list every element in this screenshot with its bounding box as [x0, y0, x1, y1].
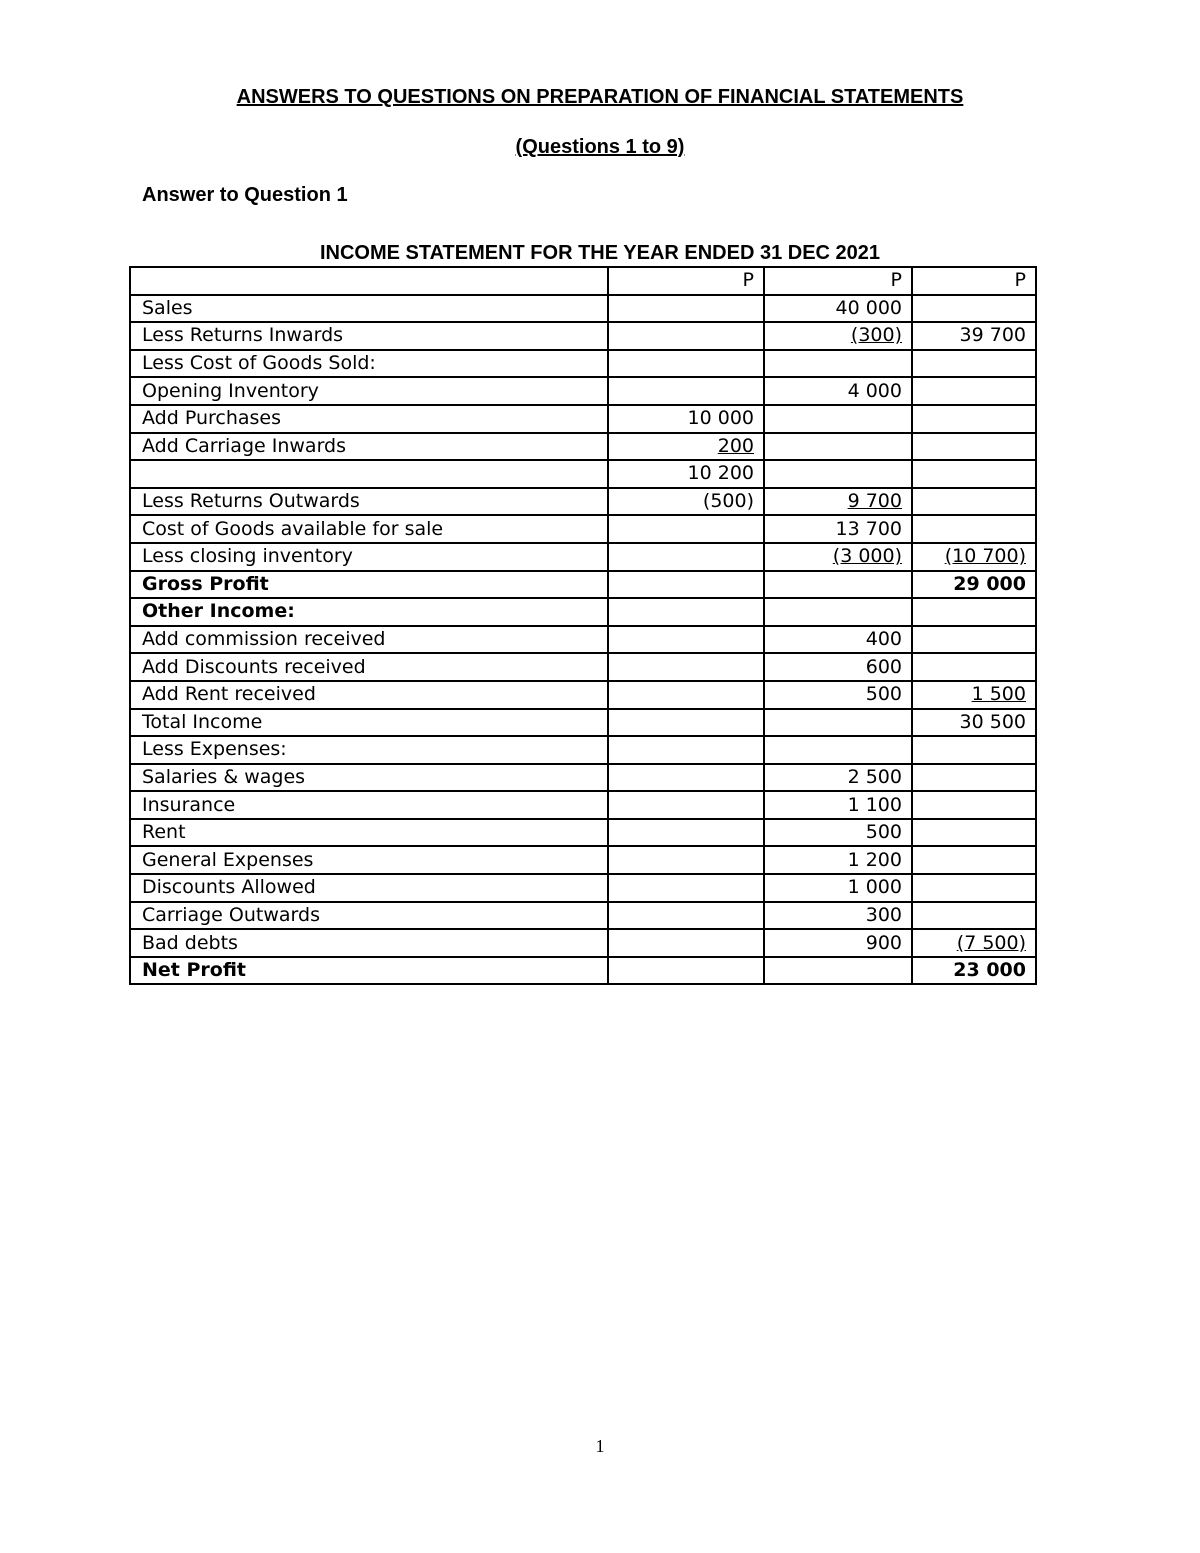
statement-row	[130, 681, 1036, 709]
statement-row	[130, 543, 1036, 571]
row-label	[130, 267, 608, 295]
amount-cell-col3	[912, 488, 1036, 516]
amount-value: 500	[865, 683, 902, 706]
row-label: Less Expenses:	[130, 736, 608, 764]
row-label: Add Carriage Inwards	[130, 433, 608, 461]
statement-row	[130, 819, 1036, 847]
amount-cell-col3	[912, 460, 1036, 488]
amount-cell-col1	[608, 736, 764, 764]
statement-row	[130, 267, 1036, 295]
amount-cell-col1	[608, 488, 764, 516]
amount-cell-col2	[764, 791, 912, 819]
page-number: 1	[595, 1436, 605, 1456]
amount-value: 2 500	[847, 765, 902, 788]
amount-cell-col1	[608, 626, 764, 654]
amount-cell-col2	[764, 626, 912, 654]
amount-value: P	[1014, 269, 1026, 292]
amount-value: 29 000	[953, 572, 1026, 595]
amount-cell-col3	[912, 322, 1036, 350]
amount-cell-col2	[764, 736, 912, 764]
statement-row	[130, 433, 1036, 461]
row-label: Other Income:	[130, 598, 608, 626]
amount-cell-col1	[608, 598, 764, 626]
amount-value: 500	[865, 821, 902, 844]
amount-value: 1 100	[847, 793, 902, 816]
row-label: Carriage Outwards	[130, 902, 608, 930]
amount-cell-col1	[608, 929, 764, 957]
amount-cell-col3	[912, 598, 1036, 626]
row-label: Add Rent received	[130, 681, 608, 709]
amount-cell-col2	[764, 322, 912, 350]
amount-value: 900	[865, 931, 902, 954]
amount-cell-col1	[608, 350, 764, 378]
statement-row	[130, 350, 1036, 378]
statement-row	[130, 322, 1036, 350]
amount-cell-col3	[912, 957, 1036, 985]
amount-value: 39 700	[959, 324, 1026, 347]
answer-heading: Answer to Question 1	[142, 184, 348, 206]
row-label: General Expenses	[130, 846, 608, 874]
amount-cell-col3	[912, 709, 1036, 737]
amount-cell-col2	[764, 350, 912, 378]
amount-cell-col2	[764, 405, 912, 433]
amount-value: 9 700	[847, 490, 902, 513]
amount-cell-col1	[608, 681, 764, 709]
amount-cell-col1	[608, 543, 764, 571]
row-label: Less Cost of Goods Sold:	[130, 350, 608, 378]
amount-cell-col1	[608, 433, 764, 461]
amount-value: 300	[865, 903, 902, 926]
statement-row	[130, 295, 1036, 323]
amount-value: P	[890, 269, 902, 292]
amount-value: 30 500	[959, 710, 1026, 733]
amount-cell-col3	[912, 736, 1036, 764]
amount-value: 200	[717, 434, 754, 457]
amount-value: 1 000	[847, 876, 902, 899]
amount-cell-col2	[764, 598, 912, 626]
amount-cell-col3	[912, 653, 1036, 681]
statement-row	[130, 626, 1036, 654]
amount-value: 1 500	[971, 683, 1026, 706]
amount-cell-col2	[764, 377, 912, 405]
statement-body	[130, 267, 1036, 984]
amount-cell-col1	[608, 874, 764, 902]
amount-value: 13 700	[835, 517, 902, 540]
amount-value: (7 500)	[956, 931, 1026, 954]
amount-cell-col3	[912, 681, 1036, 709]
row-label: Add Purchases	[130, 405, 608, 433]
amount-cell-col2	[764, 819, 912, 847]
amount-value: 40 000	[835, 296, 902, 319]
amount-cell-col3	[912, 874, 1036, 902]
row-label: Less Returns Inwards	[130, 322, 608, 350]
amount-cell-col3	[912, 377, 1036, 405]
row-label: Less closing inventory	[130, 543, 608, 571]
amount-cell-col2	[764, 957, 912, 985]
statement-row	[130, 764, 1036, 792]
statement-row	[130, 929, 1036, 957]
amount-cell-col2	[764, 571, 912, 599]
statement-title: INCOME STATEMENT FOR THE YEAR ENDED 31 DEC 2021	[319, 242, 881, 264]
amount-cell-col1	[608, 819, 764, 847]
amount-cell-col1	[608, 267, 764, 295]
amount-cell-col2	[764, 653, 912, 681]
amount-cell-col2	[764, 929, 912, 957]
statement-row	[130, 377, 1036, 405]
amount-cell-col2	[764, 460, 912, 488]
amount-cell-col3	[912, 433, 1036, 461]
amount-value: (10 700)	[944, 545, 1026, 568]
amount-cell-col2	[764, 874, 912, 902]
amount-value: 10 200	[687, 462, 754, 485]
amount-value: 4 000	[847, 379, 902, 402]
amount-cell-col1	[608, 515, 764, 543]
amount-cell-col2	[764, 709, 912, 737]
amount-cell-col3	[912, 791, 1036, 819]
amount-cell-col3	[912, 626, 1036, 654]
amount-cell-col1	[608, 791, 764, 819]
row-label: Total Income	[130, 709, 608, 737]
statement-row	[130, 460, 1036, 488]
statement-row	[130, 791, 1036, 819]
row-label: Salaries & wages	[130, 764, 608, 792]
amount-cell-col1	[608, 653, 764, 681]
amount-value: P	[742, 269, 754, 292]
amount-value: 600	[865, 655, 902, 678]
amount-cell-col2	[764, 515, 912, 543]
amount-value: 400	[865, 628, 902, 651]
amount-cell-col2	[764, 681, 912, 709]
row-label: Opening Inventory	[130, 377, 608, 405]
amount-cell-col3	[912, 902, 1036, 930]
statement-row	[130, 846, 1036, 874]
amount-cell-col2	[764, 543, 912, 571]
amount-cell-col1	[608, 846, 764, 874]
row-label: Rent	[130, 819, 608, 847]
document-title: ANSWERS TO QUESTIONS ON PREPARATION OF FINANCIAL STATEMENTS	[236, 86, 964, 108]
statement-row	[130, 653, 1036, 681]
amount-cell-col2	[764, 267, 912, 295]
amount-value: 10 000	[687, 407, 754, 430]
row-label	[130, 460, 608, 488]
amount-cell-col3	[912, 350, 1036, 378]
amount-cell-col1	[608, 405, 764, 433]
amount-cell-col3	[912, 764, 1036, 792]
amount-cell-col3	[912, 543, 1036, 571]
row-label: Net Profit	[130, 957, 608, 985]
amount-cell-col3	[912, 929, 1036, 957]
amount-cell-col3	[912, 846, 1036, 874]
row-label: Less Returns Outwards	[130, 488, 608, 516]
amount-cell-col1	[608, 957, 764, 985]
amount-cell-col1	[608, 460, 764, 488]
statement-row	[130, 874, 1036, 902]
amount-value: (500)	[702, 490, 754, 513]
row-label: Add commission received	[130, 626, 608, 654]
income-statement-table	[129, 266, 1037, 985]
amount-value: (3 000)	[832, 545, 902, 568]
statement-row	[130, 405, 1036, 433]
statement-row	[130, 598, 1036, 626]
amount-cell-col1	[608, 764, 764, 792]
statement-row	[130, 515, 1036, 543]
amount-cell-col3	[912, 295, 1036, 323]
amount-cell-col1	[608, 295, 764, 323]
amount-cell-col1	[608, 377, 764, 405]
amount-cell-col2	[764, 488, 912, 516]
statement-row	[130, 736, 1036, 764]
amount-cell-col3	[912, 571, 1036, 599]
amount-cell-col2	[764, 433, 912, 461]
statement-row	[130, 902, 1036, 930]
amount-cell-col3	[912, 819, 1036, 847]
amount-cell-col2	[764, 902, 912, 930]
amount-cell-col1	[608, 571, 764, 599]
amount-cell-col1	[608, 902, 764, 930]
row-label: Cost of Goods available for sale	[130, 515, 608, 543]
statement-row	[130, 488, 1036, 516]
row-label: Insurance	[130, 791, 608, 819]
amount-cell-col1	[608, 709, 764, 737]
amount-value: 23 000	[953, 959, 1026, 982]
statement-row	[130, 571, 1036, 599]
row-label: Add Discounts received	[130, 653, 608, 681]
amount-cell-col3	[912, 515, 1036, 543]
amount-cell-col3	[912, 267, 1036, 295]
statement-row	[130, 709, 1036, 737]
amount-value: 1 200	[847, 848, 902, 871]
row-label: Discounts Allowed	[130, 874, 608, 902]
row-label: Bad debts	[130, 929, 608, 957]
amount-cell-col3	[912, 405, 1036, 433]
amount-value: (300)	[850, 324, 902, 347]
statement-row	[130, 957, 1036, 985]
amount-cell-col2	[764, 846, 912, 874]
row-label: Gross Profit	[130, 571, 608, 599]
amount-cell-col2	[764, 295, 912, 323]
document-subtitle: (Questions 1 to 9)	[515, 136, 685, 158]
row-label: Sales	[130, 295, 608, 323]
amount-cell-col2	[764, 764, 912, 792]
amount-cell-col1	[608, 322, 764, 350]
